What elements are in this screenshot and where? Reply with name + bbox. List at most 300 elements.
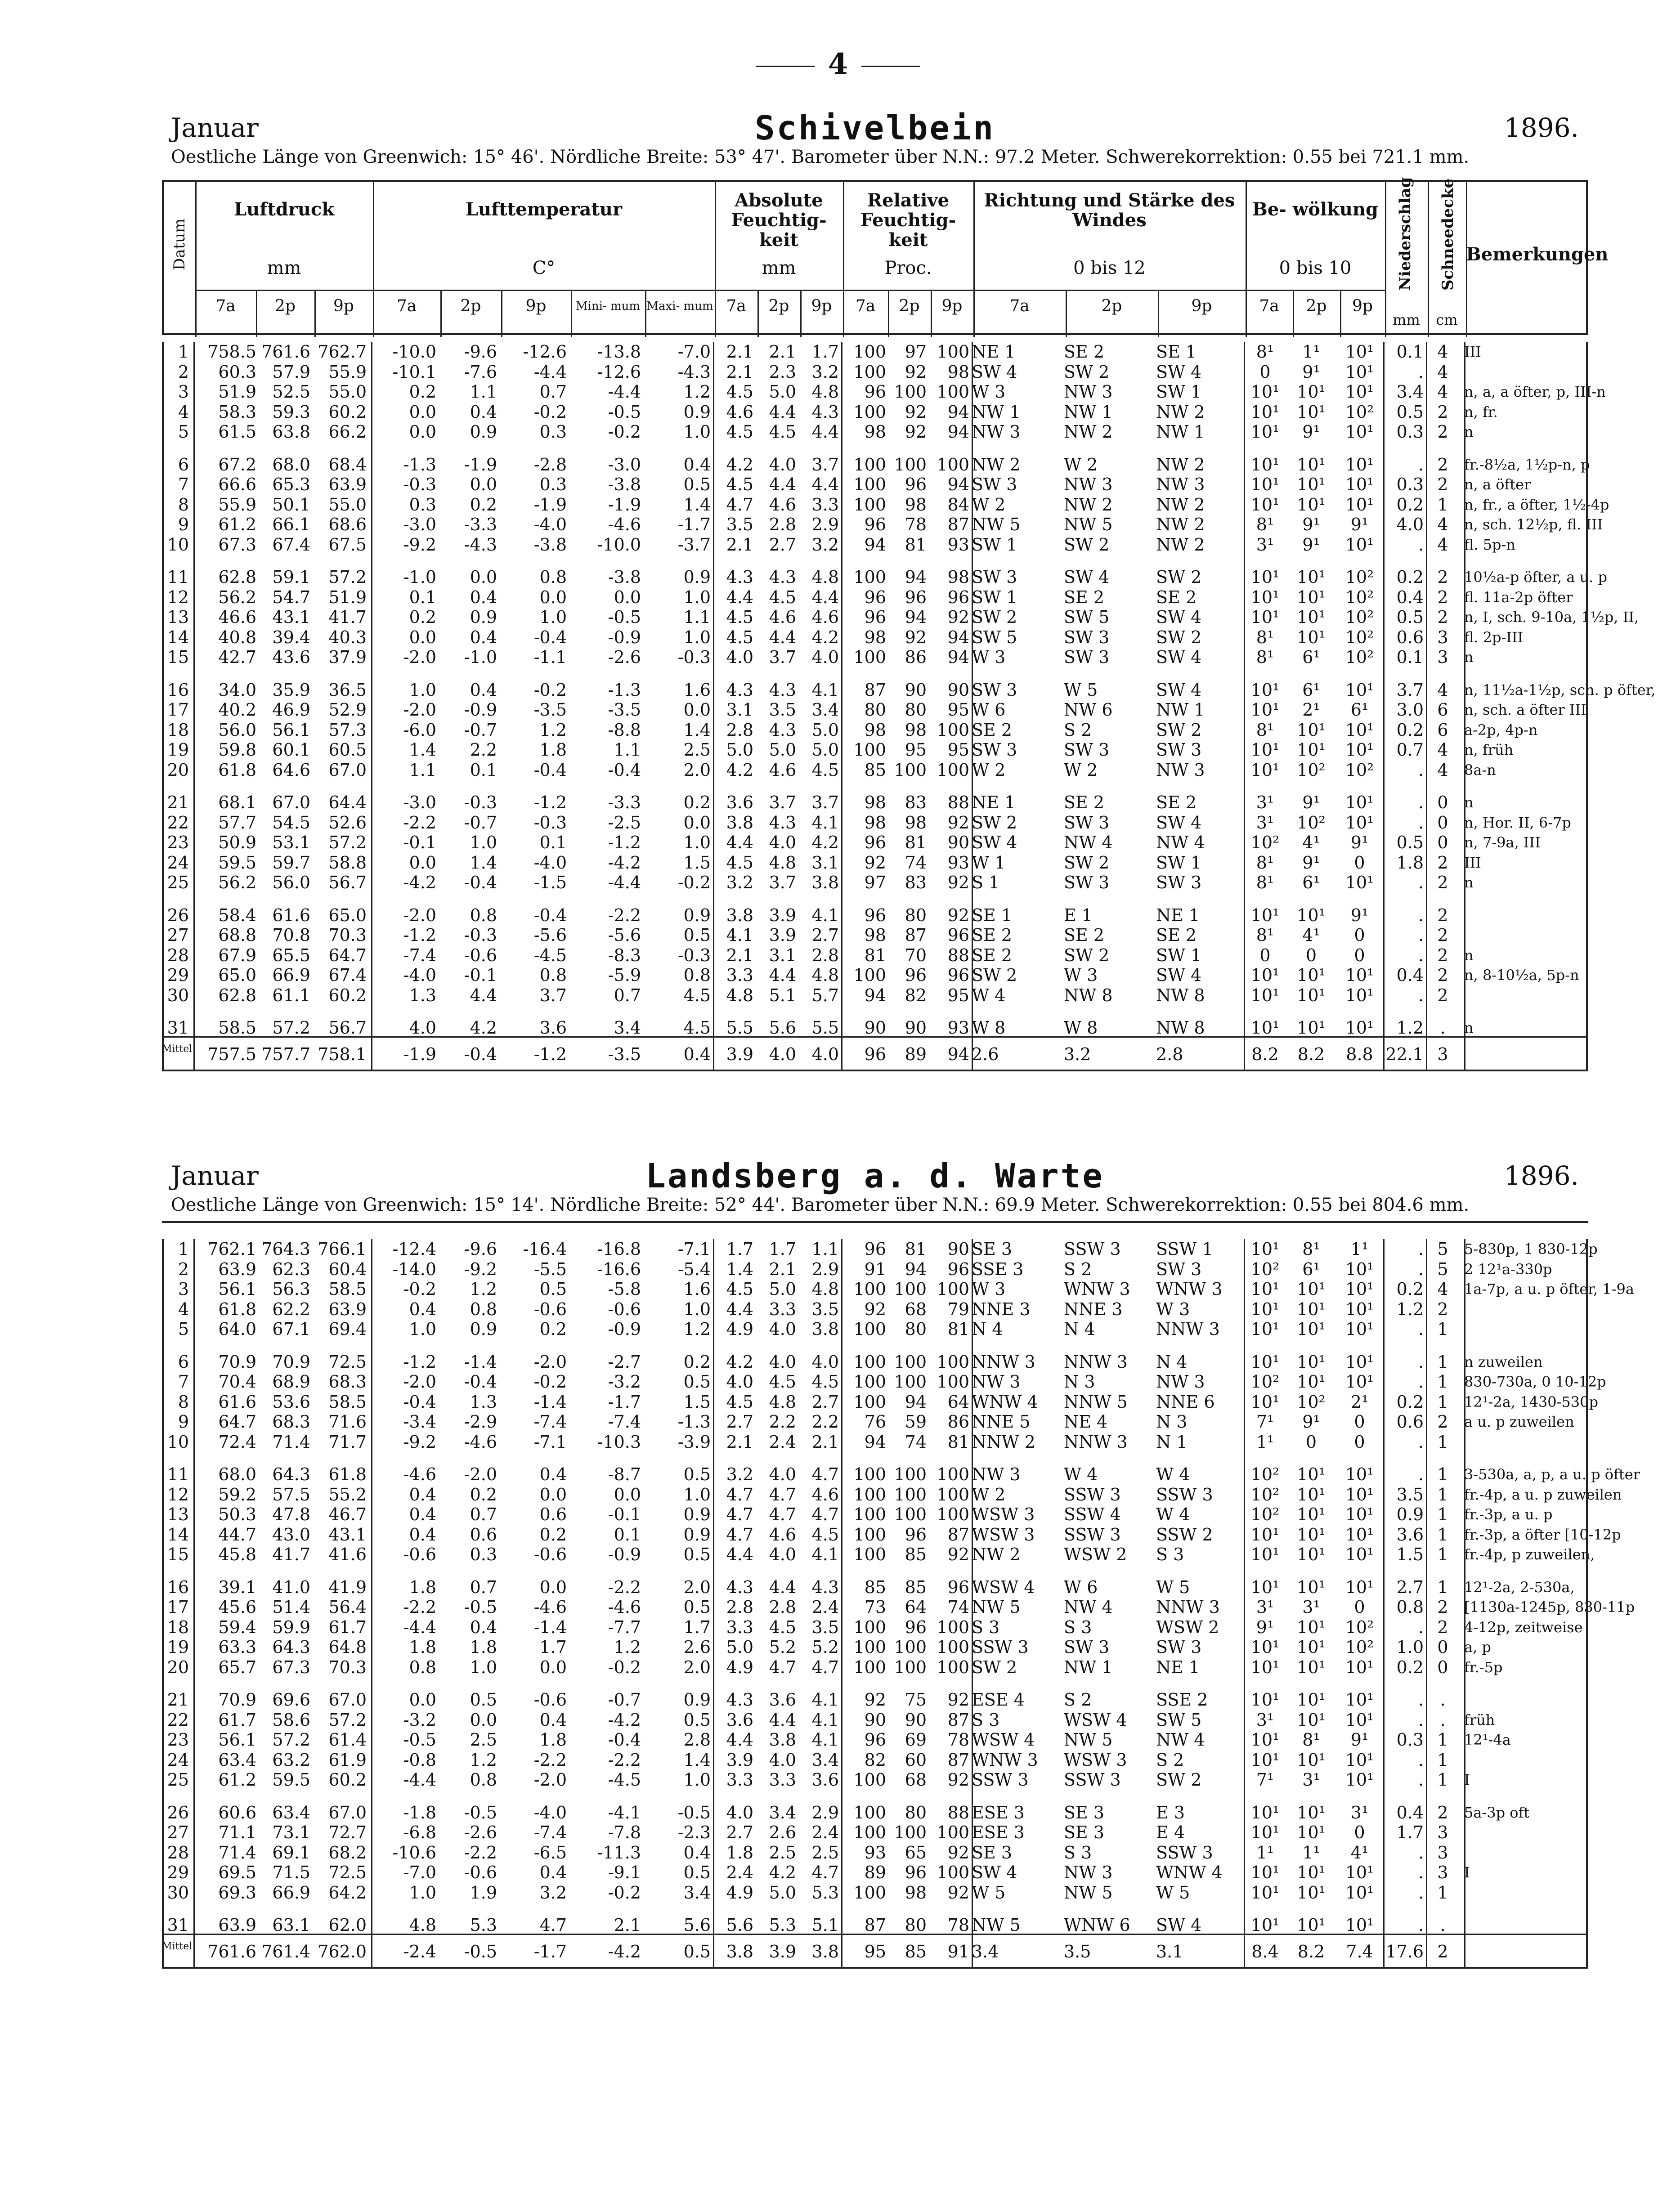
table-row	[162, 627, 1588, 647]
cell-c9: 10¹	[1345, 1505, 1374, 1524]
cell-c2: 3¹	[1302, 1597, 1320, 1617]
cell-a2: 4.4	[769, 475, 796, 494]
cell-a2: 5.2	[769, 1637, 796, 1657]
cell-a9: 5.7	[811, 985, 839, 1005]
cell-p9: 61.7	[328, 1617, 367, 1637]
cell-c7: 10²	[1250, 1259, 1280, 1279]
cell-remarks: a-2p, 4p-n	[1464, 721, 1538, 739]
cell-p9: 762.0	[318, 1941, 367, 1961]
cell-schnee: 1	[1437, 1432, 1448, 1452]
cell-c2: 10¹	[1297, 1637, 1326, 1657]
cell-r9: 87	[947, 515, 969, 534]
cell-c2: 6¹	[1302, 1259, 1320, 1279]
cell-a7: 4.2	[726, 1352, 753, 1372]
cell-p7: 64.7	[218, 1412, 256, 1432]
cell-r9: 100	[937, 1822, 969, 1842]
cell-p2: 70.8	[272, 925, 310, 945]
cell-a9: 4.1	[811, 905, 839, 925]
cell-t9: -4.4	[533, 362, 567, 382]
cell-tmin: -4.6	[608, 515, 641, 534]
cell-remarks: n	[1464, 794, 1474, 811]
cell-schnee: 1	[1437, 1882, 1448, 1903]
header-sub-12: 2p	[899, 297, 920, 315]
cell-a9: 4.1	[811, 1690, 839, 1710]
cell-tmin: 0.0	[614, 1484, 641, 1505]
cell-p9: 58.8	[328, 852, 367, 873]
cell-t7: -3.2	[403, 1710, 436, 1730]
cell-schnee: 2	[1437, 454, 1448, 475]
cell-r9: 93	[947, 534, 969, 555]
cell-tmax: 0.5	[683, 1372, 711, 1392]
cell-schnee: 6	[1437, 720, 1448, 740]
cell-w7: WSW 4	[972, 1730, 1035, 1750]
body-vline	[1426, 342, 1427, 1070]
table-row	[162, 1730, 1588, 1750]
cell-w2: SW 3	[1064, 1637, 1110, 1657]
cell-tmin: -12.6	[597, 362, 641, 382]
cell-tmax: 0.5	[683, 1941, 711, 1961]
cell-c7: 10²	[1250, 1484, 1280, 1505]
cell-datum: 5	[178, 1319, 189, 1339]
cell-nied: .	[1418, 1464, 1424, 1484]
cell-c2: 10²	[1297, 1392, 1326, 1412]
cell-t7: -10.0	[392, 342, 436, 362]
cell-w2: S 3	[1064, 1842, 1092, 1863]
table-row	[162, 945, 1588, 965]
cell-tmin: -2.2	[608, 1577, 641, 1597]
cell-nied: 0.5	[1396, 607, 1424, 627]
cell-a7: 4.0	[726, 647, 753, 667]
cell-r9: 94	[947, 627, 969, 647]
cell-r2: 68	[905, 1770, 927, 1790]
cell-datum: 29	[167, 1863, 189, 1882]
cell-schnee: 1	[1437, 1352, 1448, 1372]
cell-p2: 62.2	[272, 1299, 310, 1319]
cell-nied: .	[1418, 760, 1424, 780]
cell-t2: 0.4	[470, 680, 497, 700]
cell-r9: 92	[947, 1545, 969, 1564]
cell-c7: 10¹	[1250, 1750, 1280, 1770]
cell-schnee: 1	[1437, 1372, 1448, 1392]
cell-t7: 0.4	[409, 1299, 436, 1319]
cell-w7: NW 1	[972, 402, 1021, 422]
cell-a7: 2.4	[726, 1863, 753, 1882]
cell-p2: 35.9	[272, 680, 310, 700]
cell-t2: -0.6	[464, 1863, 497, 1882]
cell-a2: 3.5	[769, 700, 796, 720]
cell-t9: 3.6	[539, 1018, 567, 1038]
header-vline	[1385, 182, 1386, 337]
cell-c7: 3¹	[1256, 793, 1274, 812]
table-row	[162, 1372, 1606, 1392]
cell-nied: 3.0	[1396, 700, 1424, 720]
header-vline	[373, 182, 374, 337]
cell-nied: .	[1418, 812, 1424, 833]
cell-tmax: 0.4	[683, 454, 711, 475]
cell-tmax: 0.9	[683, 1524, 711, 1545]
cell-w7: SW 3	[972, 567, 1017, 587]
cell-r9: 100	[937, 1505, 969, 1524]
cell-t7: -7.0	[403, 1863, 436, 1882]
cell-datum: 31	[167, 1915, 189, 1935]
cell-nied: 0.8	[1396, 1597, 1424, 1617]
cell-t9: 1.0	[539, 607, 567, 627]
cell-tmax: 2.0	[683, 1577, 711, 1597]
cell-t7: -2.2	[403, 1597, 436, 1617]
cell-r2: 100	[894, 1657, 927, 1677]
cell-datum: 11	[167, 1464, 189, 1484]
cell-p9: 41.7	[328, 607, 367, 627]
cell-r9: 100	[937, 1464, 969, 1484]
cell-c7: 10¹	[1250, 1545, 1280, 1564]
cell-tmax: 3.4	[683, 1882, 711, 1903]
cell-p9: 57.2	[328, 567, 367, 587]
cell-nied: 2.7	[1396, 1577, 1424, 1597]
cell-p2: 68.0	[272, 454, 310, 475]
cell-p2: 65.5	[272, 945, 310, 965]
cell-a2: 4.4	[769, 1710, 796, 1730]
cell-tmax: -0.5	[677, 1802, 711, 1822]
cell-t9: 0.6	[539, 1505, 567, 1524]
body-vline	[371, 342, 372, 1070]
cell-a7: 4.3	[726, 1690, 753, 1710]
cell-w9: SSE 2	[1156, 1690, 1208, 1710]
cell-t7: -0.6	[403, 1545, 436, 1564]
body-vline	[972, 1239, 973, 1967]
cell-t2: -0.5	[464, 1941, 497, 1961]
cell-r9: 93	[947, 1018, 969, 1038]
cell-p7: 44.7	[218, 1524, 256, 1545]
cell-p7: 59.5	[218, 852, 256, 873]
cell-tmax: 1.0	[683, 422, 711, 442]
cell-tmin: -0.9	[608, 1319, 641, 1339]
cell-r7: 100	[853, 454, 886, 475]
cell-t7: 0.1	[409, 587, 436, 607]
cell-p9: 51.9	[328, 587, 367, 607]
cell-tmin: -7.8	[608, 1822, 641, 1842]
cell-c7: 8¹	[1256, 647, 1274, 667]
cell-p2: 58.6	[272, 1710, 310, 1730]
cell-a9: 2.8	[811, 945, 839, 965]
cell-w2: NW 2	[1064, 422, 1113, 442]
cell-p7: 61.5	[218, 422, 256, 442]
cell-schnee: 4	[1437, 760, 1448, 780]
cell-t7: 0.4	[409, 1484, 436, 1505]
cell-r7: 96	[864, 382, 886, 402]
cell-c7: 10¹	[1250, 740, 1280, 760]
cell-c2: 10¹	[1297, 720, 1326, 740]
cell-a7: 3.8	[726, 812, 753, 833]
cell-r7: 92	[864, 1299, 886, 1319]
cell-c2: 10¹	[1297, 1524, 1326, 1545]
cell-t2: 1.8	[470, 1637, 497, 1657]
cell-w2: NW 6	[1064, 700, 1113, 720]
body-vline	[1426, 1239, 1427, 1967]
table-row	[162, 680, 1656, 700]
cell-w7: W 2	[972, 760, 1006, 780]
cell-a2: 4.3	[769, 812, 796, 833]
cell-w7: ESE 3	[972, 1802, 1025, 1822]
cell-c7: 10¹	[1250, 382, 1280, 402]
cell-w2: NNW 5	[1064, 1392, 1128, 1412]
cell-t9: -3.5	[533, 700, 567, 720]
cell-tmin: -5.6	[608, 925, 641, 945]
cell-t7: -4.4	[403, 1770, 436, 1790]
cell-w7: NE 1	[972, 793, 1016, 812]
cell-nied: 0.2	[1396, 1657, 1424, 1677]
cell-t2: 0.0	[470, 567, 497, 587]
cell-tmin: -0.7	[608, 1690, 641, 1710]
cell-a7: 4.0	[726, 1802, 753, 1822]
cell-tmin: -4.1	[608, 1802, 641, 1822]
cell-c2: 0	[1305, 1432, 1317, 1452]
cell-t9: 3.7	[539, 985, 567, 1005]
cell-t2: 1.2	[470, 1750, 497, 1770]
cell-p2: 54.7	[272, 587, 310, 607]
header-sub-vline	[1293, 290, 1294, 337]
cell-w2: NW 3	[1064, 1863, 1113, 1882]
cell-a9: 4.1	[811, 812, 839, 833]
cell-t2: -0.6	[464, 945, 497, 965]
cell-p7: 67.2	[218, 454, 256, 475]
table-row	[162, 965, 1588, 985]
cell-tmin: -3.5	[608, 700, 641, 720]
cell-w9: SW 3	[1156, 1637, 1202, 1657]
cell-remarks: n, früh	[1464, 741, 1514, 758]
cell-a7: 4.5	[726, 1279, 753, 1299]
cell-w9: SW 4	[1156, 812, 1202, 833]
cell-w2: W 3	[1064, 965, 1098, 985]
cell-c2: 8.2	[1297, 1044, 1325, 1064]
cell-schnee: 5	[1437, 1239, 1448, 1259]
cell-r7: 92	[864, 1690, 886, 1710]
cell-t9: -0.4	[533, 627, 567, 647]
cell-a7: 2.8	[726, 720, 753, 740]
cell-r2: 94	[905, 607, 927, 627]
cell-t7: -14.0	[392, 1259, 436, 1279]
cell-nied: 0.3	[1396, 475, 1424, 494]
cell-remarks: n, 11½a-1½p, sch. p öfter,	[1464, 681, 1656, 699]
cell-t2: -1.9	[464, 454, 497, 475]
cell-p2: 57.9	[272, 362, 310, 382]
cell-tmin: -2.2	[608, 905, 641, 925]
cell-remarks: n	[1464, 1019, 1474, 1036]
cell-t2: 1.3	[470, 1392, 497, 1412]
cell-c7: 10¹	[1250, 494, 1280, 515]
cell-tmin: -3.2	[608, 1372, 641, 1392]
cell-p2: 64.3	[272, 1464, 310, 1484]
cell-p9: 70.3	[328, 1657, 367, 1677]
cell-w9: 3.1	[1156, 1941, 1183, 1961]
cell-p9: 62.0	[328, 1915, 367, 1935]
cell-nied: 1.8	[1396, 852, 1424, 873]
cell-t9: 0.3	[539, 475, 567, 494]
cell-nied: 0.2	[1396, 720, 1424, 740]
cell-r2: 94	[905, 1259, 927, 1279]
cell-tmax: 1.4	[683, 1750, 711, 1770]
cell-schnee: 1	[1437, 1545, 1448, 1564]
cell-w7: NW 3	[972, 422, 1021, 442]
header-rel-unit: Proc.	[884, 258, 932, 278]
cell-a7: 4.9	[726, 1319, 753, 1339]
cell-a7: 2.1	[726, 945, 753, 965]
cell-r7: 97	[864, 873, 886, 892]
cell-w7: W 5	[972, 1882, 1006, 1903]
cell-schnee: 2	[1437, 905, 1448, 925]
cell-a2: 4.3	[769, 720, 796, 740]
cell-p9: 71.7	[328, 1432, 367, 1452]
cell-tmin: -16.6	[597, 1259, 641, 1279]
cell-nied: .	[1418, 1617, 1424, 1637]
cell-a9: 2.4	[811, 1822, 839, 1842]
cell-tmin: -3.8	[608, 567, 641, 587]
cell-w2: NW 4	[1064, 1597, 1113, 1617]
cell-c9: 10¹	[1345, 1524, 1374, 1545]
cell-w9: NW 2	[1156, 402, 1205, 422]
cell-w2: SE 3	[1064, 1802, 1105, 1822]
cell-t7: -6.8	[403, 1822, 436, 1842]
cell-r9: 98	[947, 362, 969, 382]
table-row	[162, 402, 1588, 422]
cell-w7: NW 3	[972, 1372, 1021, 1392]
cell-p9: 758.1	[318, 1044, 367, 1064]
cell-c7: 10¹	[1250, 1802, 1280, 1822]
cell-c2: 9¹	[1302, 793, 1320, 812]
cell-w2: NW 2	[1064, 494, 1113, 515]
cell-tmax: 0.8	[683, 965, 711, 985]
cell-datum: 3	[178, 1279, 189, 1299]
cell-p7: 66.6	[218, 475, 256, 494]
cell-p2: 63.1	[272, 1915, 310, 1935]
cell-a9: 4.3	[811, 402, 839, 422]
cell-w7: SE 2	[972, 925, 1013, 945]
cell-r7: 100	[853, 1545, 886, 1564]
cell-w7: SE 2	[972, 945, 1013, 965]
body-right-border	[1586, 342, 1588, 1070]
cell-r7: 100	[853, 965, 886, 985]
cell-nied: 0.9	[1396, 1505, 1424, 1524]
cell-p2: 51.4	[272, 1597, 310, 1617]
cell-remarks: 1a-7p, a u. p öfter, 1-9a	[1464, 1281, 1634, 1298]
table-row	[162, 1690, 1588, 1710]
cell-remarks: I	[1464, 1864, 1470, 1881]
cell-w2: NNW 3	[1064, 1432, 1128, 1452]
cell-p2: 59.1	[272, 567, 310, 587]
cell-a7: 5.0	[726, 1637, 753, 1657]
cell-a9: 4.8	[811, 1279, 839, 1299]
table-row	[162, 873, 1588, 892]
cell-a7: 3.6	[726, 1710, 753, 1730]
cell-p9: 61.9	[328, 1750, 367, 1770]
cell-t9: -0.4	[533, 760, 567, 780]
cell-w9: NW 4	[1156, 833, 1205, 852]
cell-p9: 67.0	[328, 1690, 367, 1710]
cell-nied: 3.5	[1396, 1484, 1424, 1505]
cell-r7: 90	[864, 1018, 886, 1038]
cell-w9: SW 2	[1156, 627, 1202, 647]
cell-w2: SE 2	[1064, 587, 1105, 607]
cell-c9: 4¹	[1350, 1842, 1369, 1863]
cell-c2: 6¹	[1302, 873, 1320, 892]
cell-c7: 10¹	[1250, 1524, 1280, 1545]
cell-a2: 4.0	[769, 1044, 796, 1064]
cell-p7: 46.6	[218, 607, 256, 627]
header-sub-vline	[888, 290, 889, 337]
cell-w9: SW 5	[1156, 1710, 1202, 1730]
cell-t9: 4.7	[539, 1915, 567, 1935]
cell-c9: 10¹	[1345, 873, 1374, 892]
cell-r7: 100	[853, 362, 886, 382]
cell-tmax: -1.7	[677, 515, 711, 534]
cell-t7: -9.2	[403, 1432, 436, 1452]
cell-datum: 15	[167, 647, 189, 667]
cell-a7: 4.2	[726, 760, 753, 780]
cell-schnee: 4	[1437, 342, 1448, 362]
cell-r7: 100	[853, 647, 886, 667]
cell-a9: 4.4	[811, 587, 839, 607]
cell-tmax: 2.0	[683, 760, 711, 780]
body-vline	[1383, 342, 1385, 1070]
cell-tmax: 1.4	[683, 720, 711, 740]
cell-p7: 70.9	[218, 1352, 256, 1372]
cell-p7: 51.9	[218, 382, 256, 402]
cell-a9: 5.0	[811, 740, 839, 760]
cell-tmax: 1.4	[683, 494, 711, 515]
cell-t7: -3.0	[403, 515, 436, 534]
cell-c7: 10¹	[1250, 1863, 1280, 1882]
cell-a7: 4.5	[726, 1392, 753, 1412]
cell-schnee: 2	[1437, 422, 1448, 442]
cell-tmax: -2.3	[677, 1822, 711, 1842]
cell-r9: 95	[947, 700, 969, 720]
cell-a2: 2.7	[769, 534, 796, 555]
cell-tmin: -1.2	[608, 833, 641, 852]
cell-w2: W 2	[1064, 454, 1098, 475]
cell-datum: 25	[167, 873, 189, 892]
cell-datum: 16	[167, 680, 189, 700]
cell-t2: 0.5	[470, 1690, 497, 1710]
cell-c2: 9¹	[1302, 852, 1320, 873]
cell-r2: 98	[905, 812, 927, 833]
cell-r2: 74	[905, 852, 927, 873]
cell-p7: 69.5	[218, 1863, 256, 1882]
cell-w7: 3.4	[972, 1941, 999, 1961]
cell-c9: 10¹	[1345, 342, 1374, 362]
cell-t2: -2.0	[464, 1464, 497, 1484]
cell-schnee: 2	[1437, 567, 1448, 587]
cell-r9: 92	[947, 607, 969, 627]
header-sub-vline	[931, 290, 932, 337]
station-name: Landsberg a. d. Warte	[645, 1157, 1104, 1196]
cell-t2: -9.6	[464, 1239, 497, 1259]
cell-datum: 5	[178, 422, 189, 442]
cell-tmin: -0.5	[608, 607, 641, 627]
header-bewoelkung: Be- wölkung	[1252, 199, 1378, 220]
cell-c9: 10¹	[1345, 1259, 1374, 1279]
body-vline	[193, 342, 195, 1070]
cell-c2: 10¹	[1297, 965, 1326, 985]
cell-datum: 28	[167, 945, 189, 965]
cell-t2: -1.4	[464, 1352, 497, 1372]
cell-t9: 1.8	[539, 1730, 567, 1750]
table-row	[162, 422, 1588, 442]
cell-c9: 0	[1354, 925, 1365, 945]
cell-datum: 10	[167, 534, 189, 555]
cell-c7: 10¹	[1250, 985, 1280, 1005]
cell-t9: 1.2	[539, 720, 567, 740]
cell-schnee: .	[1440, 1915, 1446, 1935]
cell-nied: 17.6	[1385, 1941, 1424, 1961]
